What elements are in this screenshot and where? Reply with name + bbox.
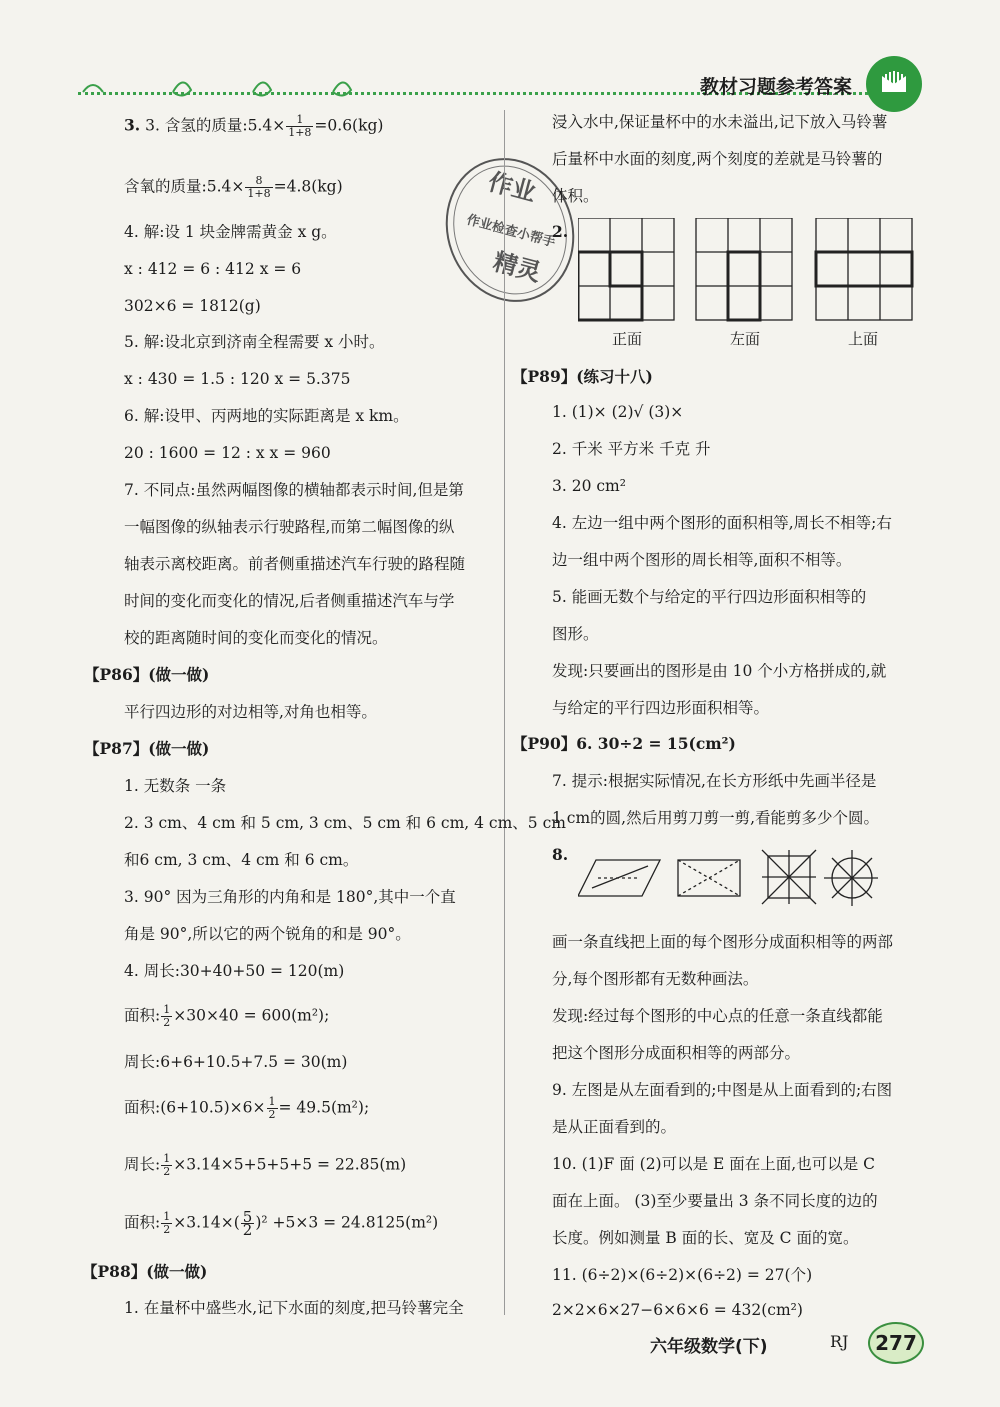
answer-7-line3: 轴表示离校距离。前者侧重描述汽车行驶的路程随 [124,555,466,573]
p90-answer-11-line1: 11. (6÷2)×(6÷2)×(6÷2) = 27(个) [552,1266,813,1284]
p88-answer-1-line3: 后量杯中水面的刻度,两个刻度的差就是马铃薯的 [552,150,883,168]
p88-answer-2-label: 2. [552,222,569,241]
stamp-text-2: 作业检查小帮手 [465,212,557,251]
left-view-label: 左面 [730,330,761,348]
column-divider [504,110,505,1315]
p90-answer-7-line1: 7. 提示:根据实际情况,在长方形纸中先画半径是 [552,772,877,790]
section-p88: 【P88】(做一做) [82,1262,208,1281]
rectangle-shape [678,860,740,896]
answer-3-oxygen: 含氧的质量:5.4× $\frac{8}{1+8}$ =4.8(kg) [124,174,343,200]
p90-answer-9-line1: 9. 左图是从左面看到的;中图是从上面看到的;右图 [552,1081,893,1099]
answer-6-setup: 6. 解:设甲、丙两地的实际距离是 x km。 [124,407,409,425]
p89-answer-3: 3. 20 cm² [552,477,626,495]
p86-answer: 平行四边形的对边相等,对角也相等。 [124,703,377,721]
answer-3-hydrogen: 3. 3. 含氢的质量:5.4× $\frac{1}{1+8}$ =0.6(kg) [124,113,384,139]
p87-answer-3-line1: 3. 90° 因为三角形的内角和是 180°,其中一个直 [124,888,456,906]
answer-4-setup: 4. 解:设 1 块金牌需黄金 x g。 [124,223,337,241]
p87-answer-2-line1: 2. 3 cm、4 cm 和 5 cm, 3 cm、5 cm 和 6 cm, 4 cm、5 cm [124,814,566,832]
footer-subject: 六年级数学(下) [650,1337,768,1357]
header-title: 教材习题参考答案 [700,76,853,98]
p89-answer-4-line1: 4. 左边一组中两个图形的面积相等,周长不相等;右 [552,514,892,532]
p90-answer-8-label: 8. [552,845,569,864]
answer-4-proportion: x : 412 = 6 : 412 x = 6 [124,260,302,278]
answer-7-line5: 校的距离随时间的变化而变化的情况。 [124,629,388,647]
three-view-drawings [578,218,928,323]
square-shape [762,850,816,904]
bisected-shapes [578,848,878,912]
p90-answer-9-line2: 是从正面看到的。 [552,1118,677,1136]
answer-7-line2: 一幅图像的纵轴表示行驶路程,而第二幅图像的纵 [124,518,455,536]
p90-answer-11-line2: 2×2×6×27−6×6×6 = 432(cm²) [552,1301,803,1319]
p87-answer-4-perimeter2: 周长:6+6+10.5+7.5 = 30(m) [124,1053,348,1071]
p88-answer-1-line2: 浸入水中,保证量杯中的水未溢出,记下放入马铃薯 [552,113,888,131]
p87-answer-4-area1: 面积: $\frac{1}{2}$ ×30×40 = 600(m²); [124,1003,330,1029]
answer-4-result: 302×6 = 1812(g) [124,297,261,315]
p89-answer-1: 1. (1)× (2)√ (3)× [552,403,684,421]
parallelogram-shape [578,860,660,896]
p90-answer-8-line2: 分,每个图形都有无数种画法。 [552,970,759,988]
answer-7-line4: 时间的变化而变化的情况,后者侧重描述汽车与学 [124,592,455,610]
top-view-label: 上面 [848,330,879,348]
p90-discovery-line2: 把这个图形分成面积相等的两部分。 [552,1044,801,1062]
top-view-grid [816,218,912,320]
section-p86: 【P86】(做一做) [84,665,210,684]
answer-5-setup: 5. 解:设北京到济南全程需要 x 小时。 [124,333,385,351]
section-p89: 【P89】(练习十八) [512,367,653,386]
p89-discovery-line2: 与给定的平行四边形面积相等。 [552,699,770,717]
p89-answer-2: 2. 千米 平方米 千克 升 [552,440,711,458]
p87-answer-4-perimeter3: 周长: $\frac{1}{2}$ ×3.14×5+5+5+5 = 22.85(m) [124,1152,407,1178]
page-number: 277 [868,1322,924,1364]
p89-answer-5-line1: 5. 能画无数个与给定的平行四边形面积相等的 [552,588,867,606]
section-p87: 【P87】(做一做) [84,739,210,758]
p87-answer-4-area2: 面积:(6+10.5)×6× $\frac{1}{2}$ = 49.5(m²); [124,1095,370,1121]
p87-answer-4-perimeter1: 4. 周长:30+40+50 = 120(m) [124,962,345,980]
p88-answer-1-line1: 1. 在量杯中盛些水,记下水面的刻度,把马铃薯完全 [124,1299,464,1317]
p90-discovery-line1: 发现:经过每个图形的中心点的任意一条直线都能 [552,1007,883,1025]
p90-answer-7-line2: 1 cm的圆,然后用剪刀剪一剪,看能剪多少个圆。 [552,809,880,827]
p87-answer-4-area3: 面积: $\frac{1}{2}$ ×3.14×( $\frac{5}{2}$ )² +5×3 = 24.8125(m²) [124,1208,439,1239]
left-view-grid [696,218,792,320]
p87-answer-3-line2: 角是 90°,所以它的两个锐角的和是 90°。 [124,925,411,943]
p88-answer-1-line4: 体积。 [552,187,599,205]
p87-answer-2-line2: 和6 cm, 3 cm、4 cm 和 6 cm。 [124,851,359,869]
footer-edition: RJ [830,1332,849,1351]
answer-6-proportion: 20 : 1600 = 12 : x x = 960 [124,444,331,462]
p90-answer-10-line2: 面在上面。 (3)至少要量出 3 条不同长度的边的 [552,1192,878,1210]
stamp-text-1: 作业 [485,166,540,208]
answer-5-proportion: x : 430 = 1.5 : 120 x = 5.375 [124,370,351,388]
p90-answer-8-line1: 画一条直线把上面的每个图形分成面积相等的两部 [552,933,894,951]
stamp-text-3: 精灵 [490,246,545,288]
p90-answer-10-line3: 长度。例如测量 B 面的长、宽及 C 面的宽。 [552,1229,859,1247]
p90-answer-10-line1: 10. (1)F 面 (2)可以是 E 面在上面,也可以是 C [552,1155,875,1173]
book-logo-icon [866,56,922,112]
front-view-grid [578,218,674,320]
p89-answer-4-line2: 边一组中两个图形的周长相等,面积不相等。 [552,551,852,569]
p89-answer-5-line2: 图形。 [552,625,599,643]
p89-discovery-line1: 发现:只要画出的图形是由 10 个小方格拼成的,就 [552,662,887,680]
header-decoration [78,70,378,100]
front-view-label: 正面 [612,330,643,348]
answer-7-line1: 7. 不同点:虽然两幅图像的横轴都表示时间,但是第 [124,481,464,499]
circle-shape [824,850,878,906]
p87-answer-1: 1. 无数条 一条 [124,777,227,795]
section-p90: 【P90】6. 30÷2 = 15(cm²) [512,734,736,753]
